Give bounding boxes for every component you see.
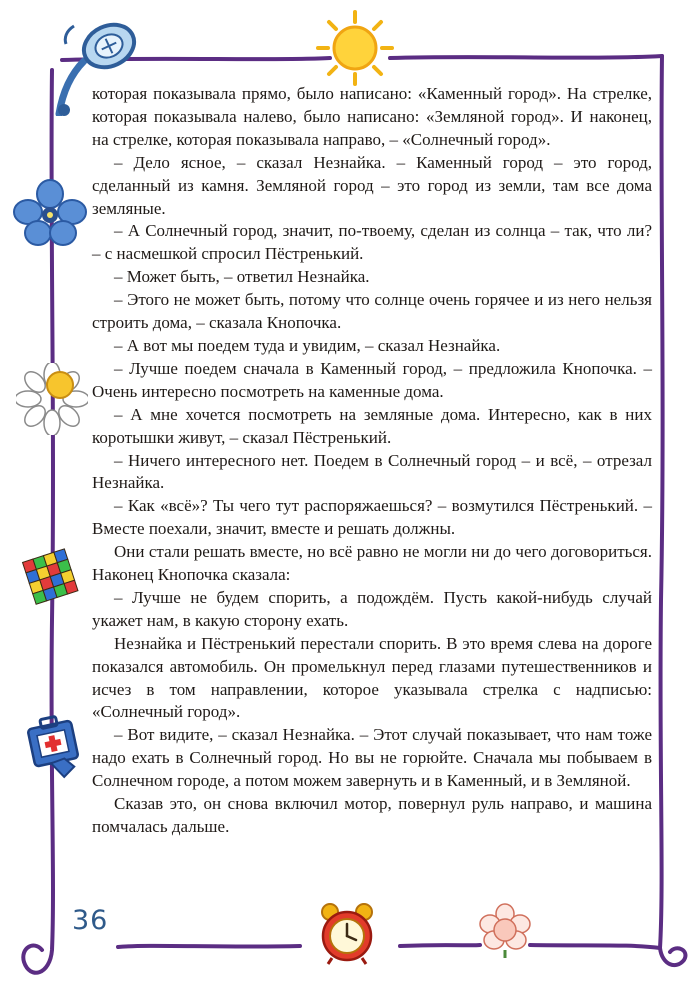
paragraph: – А вот мы поедем туда и увидим, – сказал Незнайка. bbox=[114, 335, 501, 355]
carnation-icon bbox=[476, 902, 534, 960]
paragraph: Они стали решать вместе, но всё равно не могли ни до чего договориться. Наконец Кнопочка сказала: bbox=[92, 542, 652, 585]
paragraph: – Может быть, – ответил Незнайка. bbox=[114, 267, 370, 287]
page-number: 36 bbox=[72, 905, 109, 936]
paragraph: Незнайка и Пёстренький перестали спорить. В это время слева на дороге показался автомобиль. Он промелькнул перед глазами путешественников и исчез в том направлении, которое указывала стрелка с надписью: «Солнечный город». bbox=[92, 633, 652, 722]
paragraph: – Вот видите, – сказал Незнайка. – Этот случай показывает, что нам тоже надо ехать в Солнечный город. Но вы не горюйте. Сначала мы побываем в Солнечном городе, а потом можем завернуть и в Каменный, и в Земляной. bbox=[92, 725, 652, 791]
paragraph: – Этого не может быть, потому что солнце очень горячее и из него нельзя строить дома, – сказала Кнопочка. bbox=[92, 290, 652, 333]
paragraph: – Дело ясное, – сказал Незнайка. – Каменный город – это город, сделанный из камня. Земляной город – это город из земли, там все дома земляные. bbox=[92, 152, 652, 218]
sun-icon bbox=[310, 8, 400, 88]
blue-flower-icon bbox=[10, 178, 90, 248]
daisy-icon bbox=[16, 363, 88, 435]
checkered-cloth-icon bbox=[20, 545, 90, 605]
paragraph: – Лучше поедем сначала в Каменный город, – предложила Кнопочка. – Очень интересно посмотреть на каменные дома. bbox=[92, 358, 652, 401]
medicine-kit-icon bbox=[18, 710, 94, 786]
paragraph: которая показывала прямо, было написано: «Каменный город». На стрелке, которая показывала налево, было написано: «Земляной город». И наконец, на стрелке, которая показывала направо, – «Солнечный город». bbox=[92, 84, 652, 149]
paragraph: – Ничего интересного нет. Поедем в Солнечный город – и всё, – отрезал Незнайка. bbox=[92, 450, 652, 493]
story-text bbox=[92, 83, 652, 839]
alarm-clock-icon bbox=[316, 900, 378, 966]
paragraph: – А мне хочется посмотреть на земляные дома. Интересно, как в них коротышки живут, – сказал Пёстренький. bbox=[92, 404, 652, 447]
paragraph: Сказав это, он снова включил мотор, повернул руль направо, и машина помчалась дальше. bbox=[92, 794, 652, 836]
paragraph: – Лучше не будем спорить, а подождём. Пусть какой-нибудь случай укажет нам, в какую сторону ехать. bbox=[92, 587, 652, 630]
paragraph: – Как «всё»? Ты чего тут распоряжаешься? – возмутился Пёстренький. – Вместе поехали, значит, вместе и решать должны. bbox=[92, 496, 652, 539]
paragraph: – А Солнечный город, значит, по-твоему, сделан из солнца – так, что ли? – с насмешкой спросил Пёстренький. bbox=[92, 221, 652, 264]
